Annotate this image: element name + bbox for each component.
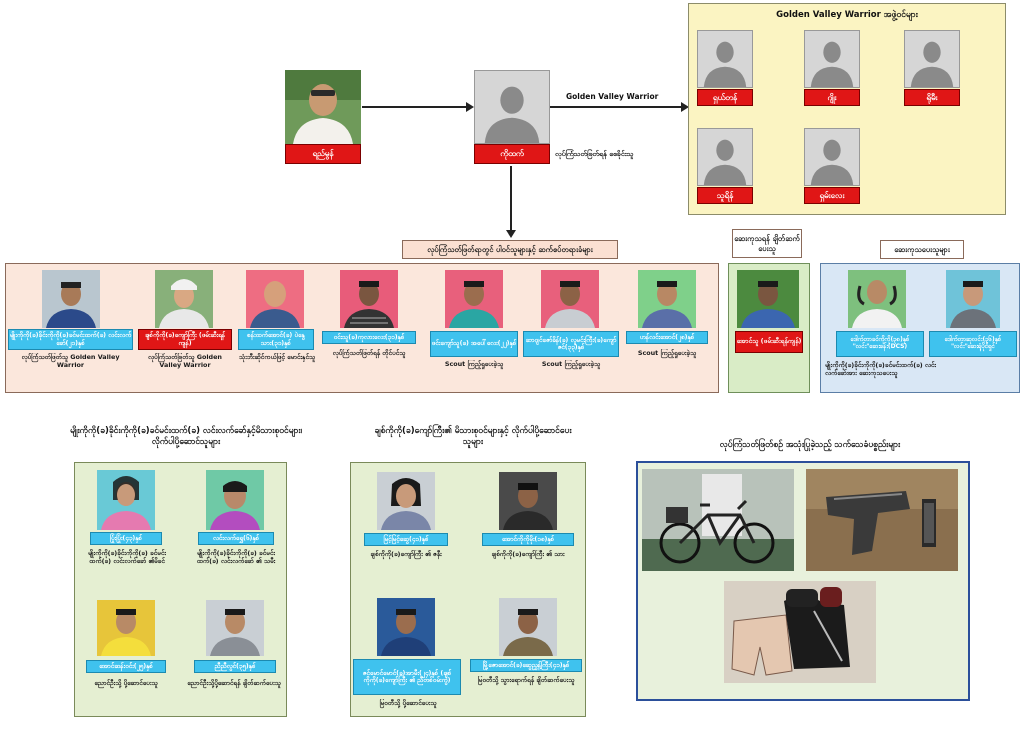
transport-label: မြို့ဇောအောင်(ခ)ဆွေညွှန့်ကြီး(၄၁)နှစ် xyxy=(470,659,582,672)
contact-header: ဆေးကုသရန် ချိတ်ဆက်ပေးသူ xyxy=(732,229,802,258)
suspect-caption: လုပ်ကြံသတ်ဖြတ်သူ Golden Valley Warrior xyxy=(21,353,120,370)
arrowhead-icon xyxy=(506,230,516,238)
arrow-leader-to-center xyxy=(362,106,470,108)
suspect-label: ဆာဂျင်ဇော်ခိန်(ခ) လူမင်းကြီး(ခ)ကျော်ဇင်(၃၃)နှစ် xyxy=(523,331,619,357)
transport-label: ဇင်မောင်မောင်(ခ)အာမီး(၂၄)နှစ် (ချစ်ကိုကို(ခ)ကျော်ကြီး ၏ ညီတစ်ဝမ်းကွဲ) xyxy=(353,659,461,695)
gun-evidence-photo xyxy=(806,469,958,571)
suspect-photo xyxy=(42,270,100,328)
bicycle-evidence-photo xyxy=(642,469,794,571)
suspect-photo xyxy=(638,270,696,328)
gvw-member-avatar xyxy=(804,30,860,88)
doctor-label: ဒေါက်တာခင်ကိုကို(၃၈)နှစ် "လင်း"ဆေးခန်း(DCS) xyxy=(836,331,924,357)
suspect-photo xyxy=(155,270,213,328)
gvw-members-title: Golden Valley Warrior အဖွဲ့ဝင်များ xyxy=(776,10,918,20)
gvw-arrow-label: Golden Valley Warrior xyxy=(566,92,659,101)
suspect-label: မျိုးကိုကို(ခ)ခိုင်းကိုကို(ခ)ခင်မင်းထက်(ခ) လင်းလက်ခော်(၂၁)နှစ် xyxy=(8,329,133,350)
family-photo xyxy=(499,472,557,530)
family-photo xyxy=(97,470,155,530)
gvw-member-label: သူရိန် xyxy=(697,187,753,204)
suspect-label: စန်းထက်အောင်(ခ) ပဲနွေသား(၃၁)နှစ် xyxy=(238,329,314,350)
transport-photo xyxy=(206,600,264,656)
transport-caption: မြဝတီသို့ သွားရောက်ရန် ချိတ်ဆက်ပေးသူ xyxy=(477,676,575,684)
gvw-member-avatar xyxy=(697,30,753,88)
suspect-label: ဝင်းသူ(ခ)ကုလားလေး(၃၁)နှစ် xyxy=(322,331,416,344)
treatment-header: ဆေးကုသပေးသူများ xyxy=(880,240,964,259)
middle-section-header: လုပ်ကြံသတ်ဖြတ်ရာတွင် ပါဝင်သူများနှင့် ဆက်စပ်တရားခံများ xyxy=(402,240,618,259)
family-caption: မျိုးကိုကို(ခ)ခိုင်းကိုကို(ခ) ခင်မင်းထက်(ခ) လင်းလက်ခော် ၏ သမီး xyxy=(196,549,276,566)
gvw-member-label: ရိုမီး xyxy=(904,89,960,106)
leader-photo xyxy=(285,70,361,144)
suspect-caption: Scout ကြည့်ရှုပေးခဲ့သူ xyxy=(444,360,504,368)
suspect-caption: Scout ကြည့်ရှုပေးခဲ့သူ xyxy=(541,360,601,368)
transport-label: အောင်ဆန်းဝင်း(၂၅)နှစ် xyxy=(86,660,166,673)
suspect-label: ချစ်ကိုကို(ခ)ကျော်ကြီး (ဖမ်းဆီးရန်ကျန်) xyxy=(138,329,232,350)
suspect-photo xyxy=(541,270,599,328)
transport-caption: ညောင်ဦးသို့ ပို့ဆောင်ပေးသူ xyxy=(94,679,158,687)
clothes-evidence-photo xyxy=(724,581,876,683)
evidence-header: လုပ်ကြံသတ်ဖြတ်စဉ် အသုံးပြုခဲ့သည့် သက်သေခံပစ္စည်းများ xyxy=(719,440,901,450)
family-photo xyxy=(206,470,264,530)
contact-photo xyxy=(737,270,799,328)
transport-label: ညီညီလွင်(၃၅)နှစ် xyxy=(194,660,276,673)
treatment-caption: မျိုးကိုကို(ခ)ခိုင်းကိုကို(ခ)ခင်မင်းထက်(ခ) လင်းလက်ခော်အား ဆေးကုသပေးသူ xyxy=(825,361,937,378)
suspect-caption: Scout ကြည့်ရှုပေးခဲ့သူ xyxy=(637,349,697,357)
suspect-label: ဟန်လင်းအောင်(၂၈)နှစ် xyxy=(626,331,708,344)
family-label: အောင်ကိုကိုမိုး(၁၈)နှစ် xyxy=(482,533,574,546)
center-note: လုပ်ကြံသတ်ဖြတ်ရန် စေခိုင်းသူ xyxy=(555,150,634,158)
arrowhead-icon xyxy=(466,102,474,112)
gvw-member-avatar xyxy=(904,30,960,88)
gvw-member-avatar xyxy=(804,128,860,186)
center-label: ကိုထက် xyxy=(474,144,550,164)
family-caption: ချစ်ကိုကို(ခ)ကျော်ကြီး ၏ သား xyxy=(491,550,565,558)
family-label: မြင့်မြင့်ဆွေ(၄၁)နှစ် xyxy=(364,533,448,546)
gvw-member-label: ရှမ်းလေး xyxy=(804,187,860,204)
suspect-caption: သုံးဘီးဆိုင်ကယ်ဖြင့် မောင်းနှင်သူ xyxy=(238,353,316,361)
gvw-member-avatar xyxy=(697,128,753,186)
family-caption: ချစ်ကိုကို(ခ)ကျော်ကြီး ၏ ဇနီး xyxy=(370,550,442,558)
doctor-photo xyxy=(946,270,1000,328)
transport-photo xyxy=(377,598,435,656)
arrow-center-to-middle xyxy=(510,166,512,232)
doctor-photo xyxy=(848,270,906,328)
arrow-center-to-gvw xyxy=(550,106,684,108)
contact-label: အောင်သူ (ဖမ်းဆီးရန်ကျန်) xyxy=(735,331,803,353)
gvw-member-label: ဂျိုး xyxy=(804,89,860,106)
transport-caption: ညောင်ဦးသို့ပို့ဆောင်ရန် ချိတ်ဆက်ပေးသူ xyxy=(187,679,281,687)
transport-caption: မြဝတီသို့ ပို့ဆောင်ပေးသူ xyxy=(379,699,437,707)
family-photo xyxy=(377,472,435,530)
bottom-left-header: မျိုးကိုကို(ခ)ခိုင်းကိုကို(ခ)ခင်မင်းထက်(ခ) လင်းလက်ခော်နှင့်မိသားစုဝင်များ၊ လိုက်ပါပို့ဆောင်သူများ xyxy=(70,426,302,448)
bottom-mid-header: ချစ်ကိုကို(ခ)ကျော်ကြီး၏ မိသားစုဝင်များနှင့် လိုက်ပါပို့ဆောင်ပေးသူများ xyxy=(374,426,572,448)
doctor-label: ဒေါက်တာဆုလင်း(၃၆)နှစ် "လင်း"ဆေးရုံပိုင်ရှင် xyxy=(929,331,1017,357)
family-caption: မျိုးကိုကို(ခ)ခိုင်းကိုကို(ခ) ခင်မင်းထက်(ခ) လင်းလက်ခော် ၏မိခင် xyxy=(87,549,167,566)
suspect-photo xyxy=(340,270,398,328)
transport-photo xyxy=(97,600,155,656)
suspect-label: ဖင်းကျော်သူ(ခ) အပေါ်လေး(၂၂)နှစ် xyxy=(430,331,518,357)
suspect-caption: လုပ်ကြံသတ်ဖြတ်ရန် တိုင်ပင်သူ xyxy=(332,349,406,357)
leader-label: ရည်မွန် xyxy=(285,144,361,164)
suspect-photo xyxy=(445,270,503,328)
family-label: လင်းလက်ရွှေ(၆)နှစ် xyxy=(198,532,274,545)
family-label: ပြုံးပြုံး(၄၃)နှစ် xyxy=(90,532,162,545)
center-avatar-photo xyxy=(474,70,550,144)
suspect-photo xyxy=(246,270,304,328)
gvw-member-label: ရှယ်တန် xyxy=(697,89,753,106)
transport-photo xyxy=(499,598,557,656)
suspect-caption: လုပ်ကြံသတ်ဖြတ်သူ Golden Valley Warrior xyxy=(147,353,222,370)
